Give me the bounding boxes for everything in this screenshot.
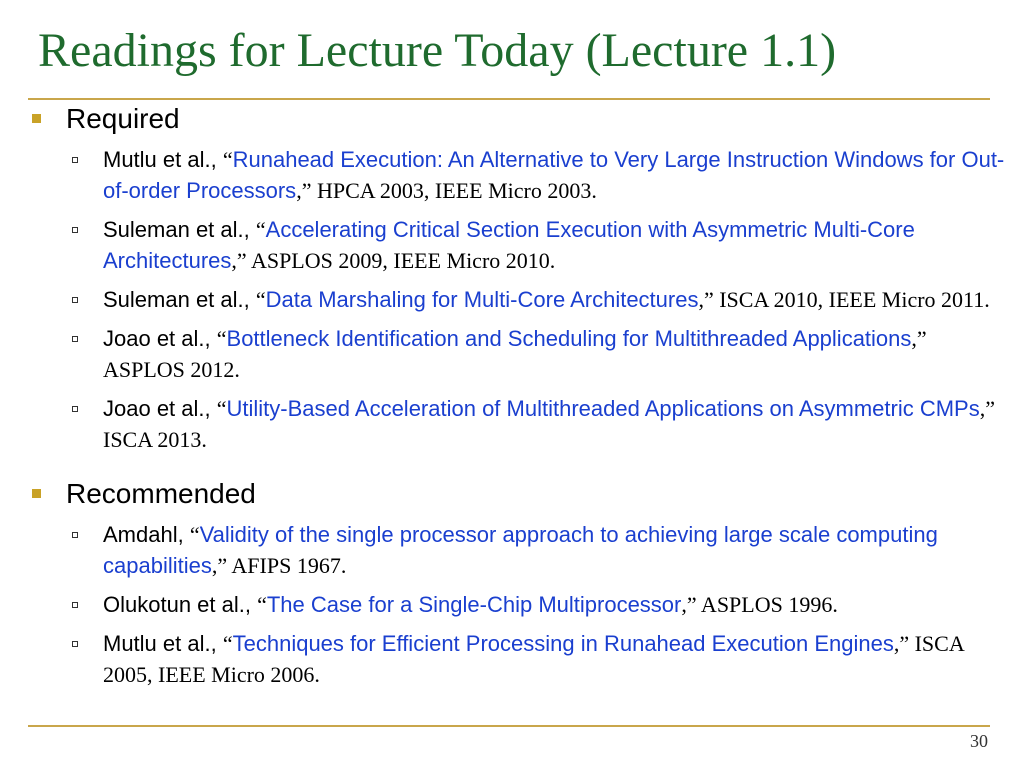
reading-authors: Joao et al., <box>103 326 217 351</box>
reading-venue: AFIPS 1967. <box>227 553 347 578</box>
open-quote: “ <box>216 326 227 351</box>
section-heading <box>28 477 1008 511</box>
hollow-square-bullet-icon <box>72 602 78 608</box>
open-quote: “ <box>257 592 267 617</box>
reading-item <box>28 628 1008 690</box>
square-bullet-icon <box>32 489 41 498</box>
section-required <box>28 102 1008 455</box>
paper-title-link[interactable]: Bottleneck Identification and Scheduling for Multithreaded Applications <box>226 326 912 351</box>
reading-authors: Olukotun et al., <box>103 592 258 617</box>
open-quote: “ <box>222 147 233 172</box>
hollow-square-bullet-icon <box>72 641 78 647</box>
paper-title-link[interactable]: The Case for a Single-Chip Multiprocessor <box>266 592 682 617</box>
reading-list <box>28 144 1008 455</box>
reading-item <box>28 284 1008 315</box>
open-quote: “ <box>216 396 227 421</box>
reading-authors: Suleman et al., <box>103 217 256 242</box>
paper-title-link[interactable]: Runahead Execution: An Alternative to Very Large Instruction Windows for Out-of-order Processors <box>103 147 1005 203</box>
hollow-square-bullet-icon <box>72 227 78 233</box>
paper-title-link[interactable]: Validity of the single processor approach to achieving large scale computing capabilities <box>103 522 938 578</box>
reading-venue: ISCA 2010, IEEE Micro 2011. <box>713 287 990 312</box>
section-heading-label: Recommended <box>66 478 256 509</box>
reading-item <box>28 323 1008 385</box>
open-quote: “ <box>222 631 233 656</box>
paper-title-link[interactable]: Techniques for Efficient Processing in Runahead Execution Engines <box>232 631 894 656</box>
close-quote: ,” <box>698 287 714 312</box>
title-divider <box>28 98 990 100</box>
reading-venue: HPCA 2003, IEEE Micro 2003. <box>311 178 597 203</box>
open-quote: “ <box>255 217 266 242</box>
reading-authors: Amdahl, <box>103 522 190 547</box>
section-heading-label: Required <box>66 103 180 134</box>
hollow-square-bullet-icon <box>72 297 78 303</box>
slide-content <box>28 102 1008 690</box>
page-number: 30 <box>970 731 988 751</box>
paper-title-link[interactable]: Accelerating Critical Section Execution with Asymmetric Multi-Core Architectures <box>103 217 915 273</box>
slide-title: Readings for Lecture Today (Lecture 1.1) <box>38 24 837 77</box>
reading-authors: Mutlu et al., <box>103 147 223 172</box>
hollow-square-bullet-icon <box>72 157 78 163</box>
reading-authors: Mutlu et al., <box>103 631 223 656</box>
close-quote: ,” <box>681 592 697 617</box>
section-heading <box>28 102 1008 136</box>
reading-venue: ASPLOS 1996. <box>696 592 838 617</box>
hollow-square-bullet-icon <box>72 336 78 342</box>
open-quote: “ <box>189 522 200 547</box>
close-quote: ,” <box>911 326 927 351</box>
paper-title-link[interactable]: Utility-Based Acceleration of Multithreaded Applications on Asymmetric CMPs <box>226 396 980 421</box>
reading-venue: ISCA 2013. <box>103 427 207 452</box>
footer-divider <box>28 725 990 727</box>
reading-item <box>28 393 1008 455</box>
reading-authors: Joao et al., <box>103 396 217 421</box>
hollow-square-bullet-icon <box>72 532 78 538</box>
close-quote: ,” <box>231 248 247 273</box>
reading-venue: ASPLOS 2009, IEEE Micro 2010. <box>246 248 556 273</box>
paper-title-link[interactable]: Data Marshaling for Multi-Core Architectures <box>265 287 699 312</box>
reading-item <box>28 144 1008 206</box>
reading-venue: ISCA 2005, IEEE Micro 2006. <box>103 631 964 687</box>
reading-authors: Suleman et al., <box>103 287 256 312</box>
square-bullet-icon <box>32 114 41 123</box>
close-quote: ,” <box>211 553 228 578</box>
section-recommended <box>28 477 1008 690</box>
reading-item <box>28 589 1008 620</box>
reading-list <box>28 519 1008 690</box>
open-quote: “ <box>255 287 266 312</box>
close-quote: ,” <box>296 178 312 203</box>
reading-venue: ASPLOS 2012. <box>103 357 240 382</box>
reading-item <box>28 519 1008 581</box>
close-quote: ,” <box>893 631 910 656</box>
reading-item <box>28 214 1008 276</box>
hollow-square-bullet-icon <box>72 406 78 412</box>
close-quote: ,” <box>979 396 995 421</box>
